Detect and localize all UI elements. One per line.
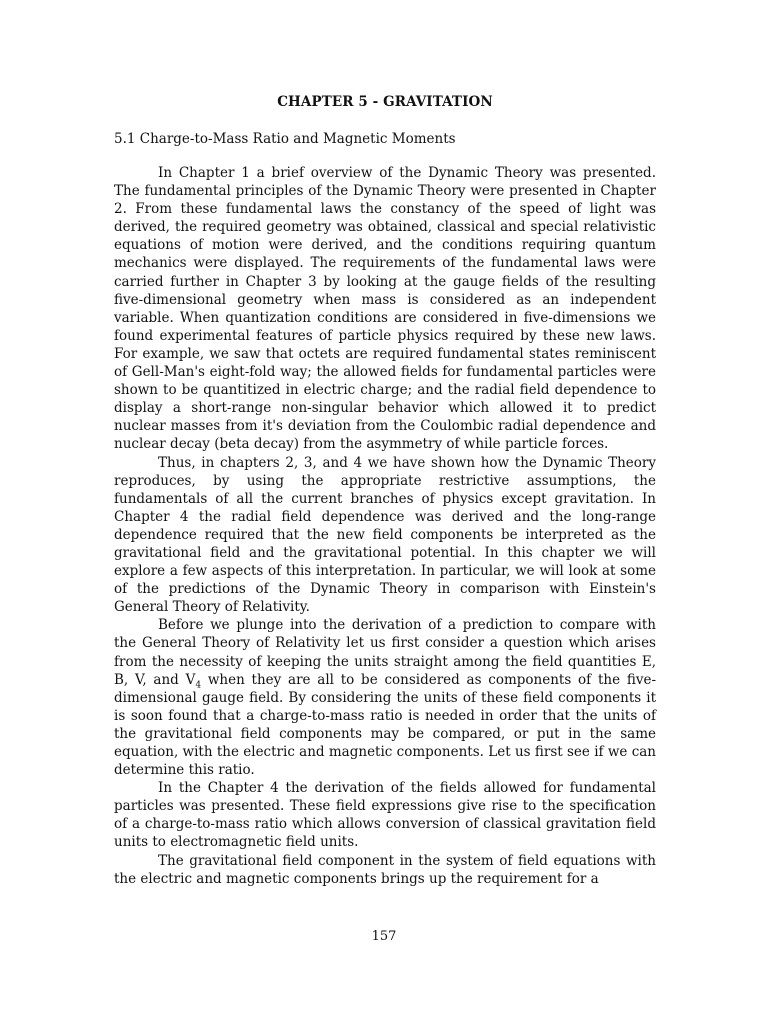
subscript: 4 [195, 680, 202, 691]
paragraph-charge-to-mass: In the Chapter 4 the derivation of the fields allowed for fundamental particles was presented. These field expressions give rise to the specification of a charge-to-mass ratio which allows conversion of classical gravitation field units to electromagnetic field units. [114, 780, 656, 851]
document-page [114, 92, 656, 888]
page-number: 157 [371, 929, 397, 944]
paragraph-text-before-subscript: Before we plunge into the derivation of a prediction to compare with the General Theory of Relativity let us first consider a question which arises from the necessity of keeping the units straight among the field quantities E, B, V, and V [114, 617, 656, 688]
paragraph-overview: In Chapter 1 a brief overview of the Dynamic Theory was presented. The fundamental principles of the Dynamic Theory were presented in Chapter 2. From these fundamental laws the constancy of the speed of light was derived, the required geometry was obtained, classical and special relativistic equations of motion were derived, and the conditions requiring quantum mechanics were displayed. The requirements of the fundamental laws were carried further in Chapter 3 by looking at the gauge fields of the resulting five-dimensional geometry when mass is considered as an independent variable. When quantization conditions are considered in five-dimensions we found experimental features of particle physics required by these new laws. For example, we saw that octets are required fundamental states reminiscent of Gell-Man's eight-fold way; the allowed fields for fundamental particles were shown to be quantitized in electric charge; and the radial field dependence to display a short-range non-singular behavior which allowed it to predict nuclear masses from it's deviation from the Coulombic radial dependence and nuclear decay (beta decay) from the asymmetry of while particle forces. [114, 165, 656, 453]
paragraph-chapters-summary: Thus, in chapters 2, 3, and 4 we have shown how the Dynamic Theory reproduces, by using the appropriate restrictive assumptions, the fundamentals of all the current branches of physics except gravitation. In Chapter 4 the radial field dependence was derived and the long-range dependence required that the new field components be interpreted as the gravitational field and the gravitational potential. In this chapter we will explore a few aspects of this interpretation. In particular, we will look at some of the predictions of the Dynamic Theory in comparison with Einstein's General Theory of Relativity. [114, 454, 656, 616]
paragraph-text-after-subscript: when they are all to be considered as components of the five-dimensional gauge field. By considering the units of these field components it is soon found that a charge-to-mass ratio is needed in order that the units of the gravitational field components may be compared, or put in the same equation, with the electric and magnetic components. Let us first see if we can determine this ratio. [114, 671, 656, 779]
section-heading: 5.1 Charge-to-Mass Ratio and Magnetic Moments [114, 131, 456, 147]
chapter-title: CHAPTER 5 - GRAVITATION [277, 94, 493, 110]
paragraph-units-question [114, 616, 656, 779]
paragraph-gravitational-component: The gravitational field component in the system of field equations with the electric and magnetic components brings up the requirement for a [114, 852, 656, 887]
